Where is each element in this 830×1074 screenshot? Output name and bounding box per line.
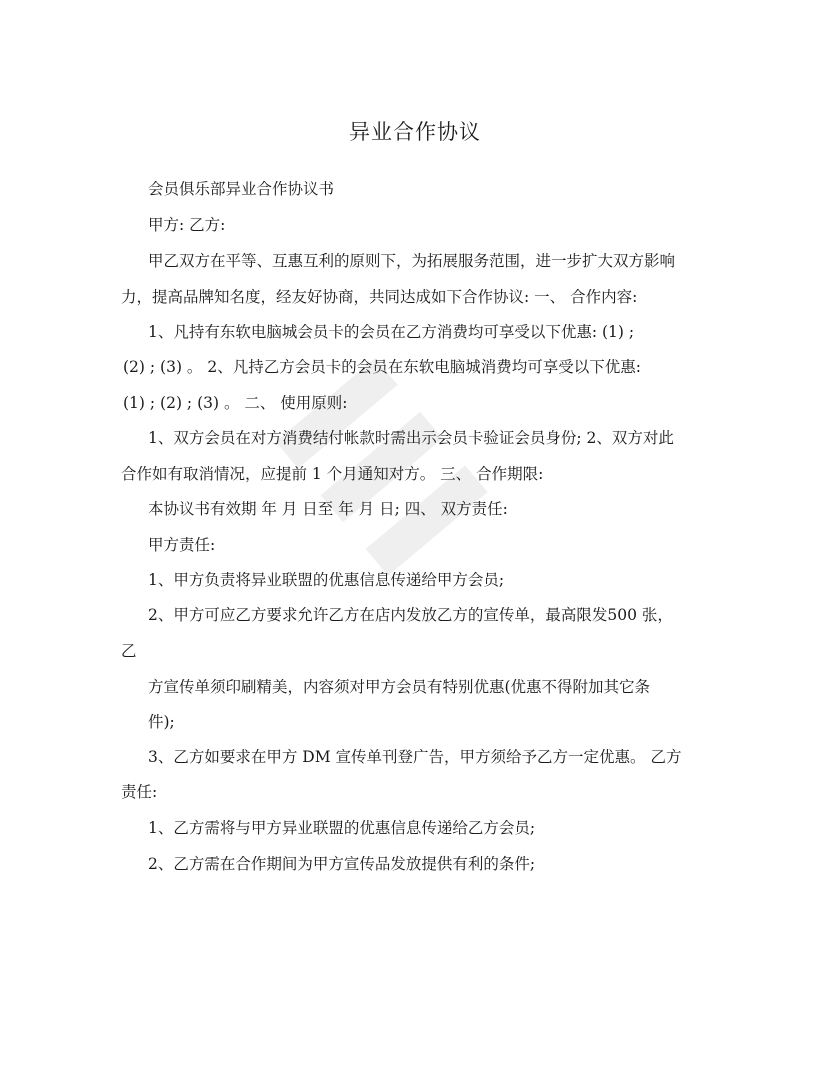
line-16: 件);	[148, 713, 175, 731]
line-9: 合作如有取消情况，应提前 1 个月通知对方。 三、 合作期限:	[121, 465, 544, 483]
line-14: 乙	[121, 642, 137, 660]
line-5: 1、凡持有东软电脑城会员卡的会员在乙方消费均可享受以下优惠: (1) ;	[148, 323, 635, 341]
line-10: 本协议书有效期 年 月 日至 年 月 日; 四、 双方责任:	[148, 500, 508, 518]
line-19: 1、乙方需将与甲方异业联盟的优惠信息传递给乙方会员;	[148, 819, 536, 837]
line-3: 甲乙双方在平等、互惠互利的原则下，为拓展服务范围，进一步扩大双方影响	[148, 252, 676, 270]
line-1: 会员俱乐部异业合作协议书	[148, 180, 335, 198]
line-15: 方宣传单须印刷精美，内容须对甲方会员有特别优惠(优惠不得附加其它条	[148, 678, 651, 696]
line-13: 2、甲方可应乙方要求允许乙方在店内发放乙方的宣传单，最高限发500 张，	[148, 606, 673, 624]
line-8: 1、双方会员在对方消费结付帐款时需出示会员卡验证会员身份; 2、双方对此	[148, 429, 674, 447]
line-11: 甲方责任:	[148, 536, 216, 554]
line-20: 2、乙方需在合作期间为甲方宣传品发放提供有利的条件;	[148, 855, 536, 873]
line-7: (1) ; (2) ; (3) 。 二、 使用原则:	[123, 394, 348, 412]
line-17: 3、乙方如要求在甲方 DM 宣传单刊登广告，甲方须给予乙方一定优惠。 乙方	[148, 748, 682, 766]
line-18: 责任:	[121, 783, 158, 801]
line-4: 力，提高品牌知名度，经友好协商，共同达成如下合作协议: 一、 合作内容:	[121, 288, 638, 306]
line-2: 甲方: 乙方:	[148, 216, 226, 234]
line-6: (2) ; (3) 。 2、凡持乙方会员卡的会员在东软电脑城消费均可享受以下优惠:	[123, 358, 641, 376]
document-title: 异业合作协议	[349, 120, 481, 144]
line-12: 1、甲方负责将异业联盟的优惠信息传递给甲方会员;	[148, 571, 505, 589]
